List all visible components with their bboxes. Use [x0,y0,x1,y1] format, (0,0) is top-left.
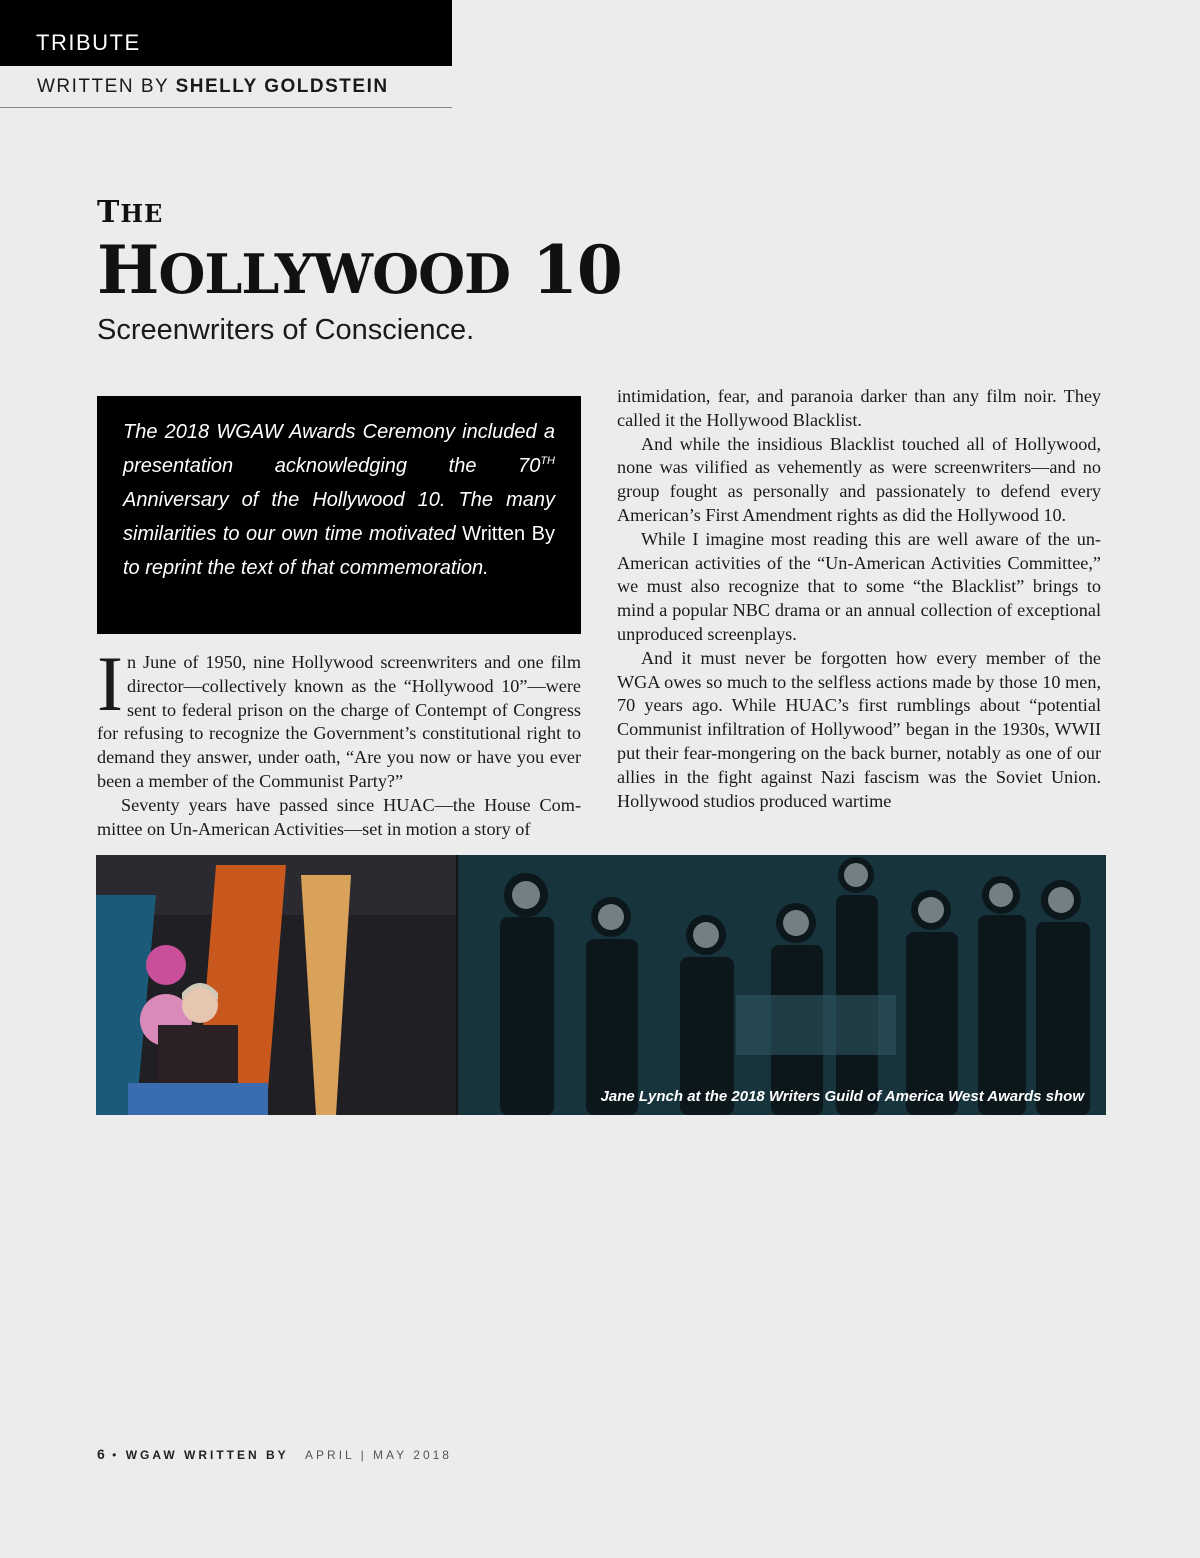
title-word: OLLYWOOD [158,242,510,306]
section-label [0,0,452,66]
photo-caption: Jane Lynch at the 2018 Writers Guild of America West Awards show [600,1088,1084,1105]
byline-author: SHELLY GOLDSTEIN [175,76,389,97]
title-line-1 [97,195,163,230]
section-label-text: TRIBUTE [36,30,141,55]
article-column-left [97,640,581,841]
magazine-name: WGAW WRITTEN BY [125,1448,289,1462]
page-title [97,232,622,312]
callout-text-3: to reprint the text of that commemoration. [123,557,489,579]
callout-text-1: The 2018 WGAW Awards Ceremony included a presentation acknowledging the 70 [123,421,555,477]
callout-superscript: TH [540,455,555,467]
callout-publication: Written By [462,523,555,545]
title-line-1-rest: HE [120,199,164,228]
intro-callout [97,396,581,634]
paragraph-text: n June of 1950, nine Hollywood screenwriters and one film director—collectively known as the “Hollywood 10”—were sent to federal prison on the charge of Contempt of Congress for refusing to recognize the Government’s constitutional right to demand they answer, under oath, “Are you now or have you ever been a member of the Communist Party?” [97,652,581,791]
page-footer [97,1446,452,1462]
photo-illustration [96,855,1106,1115]
drop-cap: I [97,640,123,727]
article-column-right [617,385,1101,813]
title-line-1-initial: T [97,195,121,230]
footer-bullet: • [112,1448,120,1462]
title-number: 10 [531,231,622,309]
event-photo [96,855,1106,1115]
byline [0,66,452,108]
page-subtitle: Screenwriters of Conscience. [97,314,475,346]
article-paragraph: While I imagine most reading this are well aware of the un-American activities of the “Un-American Activities Committee,” we must also recognize that to some “the Blacklist” brings to mind a popular NBC drama or an annual collection of exceptional unproduced screenplays. [617,528,1101,644]
article-paragraph: Seventy years have passed since HUAC—the House Committee on Un-American Activities—set in motion a story of [97,794,581,839]
article-paragraph: And it must never be forgotten how every member of the WGA owes so much to the selfless actions made by those 10 men, 70 years ago. While HUAC’s first rumblings about “potential Communist infiltration of Hollywood” began in the 1930s, WWII put their fear-mongering on the back burner, notably as one of our allies in the fight against Nazi fascism was the Soviet Union. Hollywood studios produced wartime [617,647,1101,811]
issue-date: APRIL | MAY 2018 [305,1448,452,1462]
page-number: 6 [97,1446,106,1462]
callout-text-2: Anniversary of the Hollywood 10. The many similarities to our own time motivated [123,489,555,545]
article-paragraph [97,640,581,794]
article-paragraph: intimidation, fear, and paranoia darker than any film noir. They called it the Hollywood Blacklist. [617,386,1101,430]
article-paragraph: And while the insidious Blacklist touched all of Hollywood, none was vilified as vehemently as were screenwriters—and no group fought as personally and passionately to defend every American’s First Amendment rights as did the Hollywood 10. [617,433,1101,525]
byline-prefix: WRITTEN BY [37,76,169,97]
title-initial: H [97,231,159,309]
